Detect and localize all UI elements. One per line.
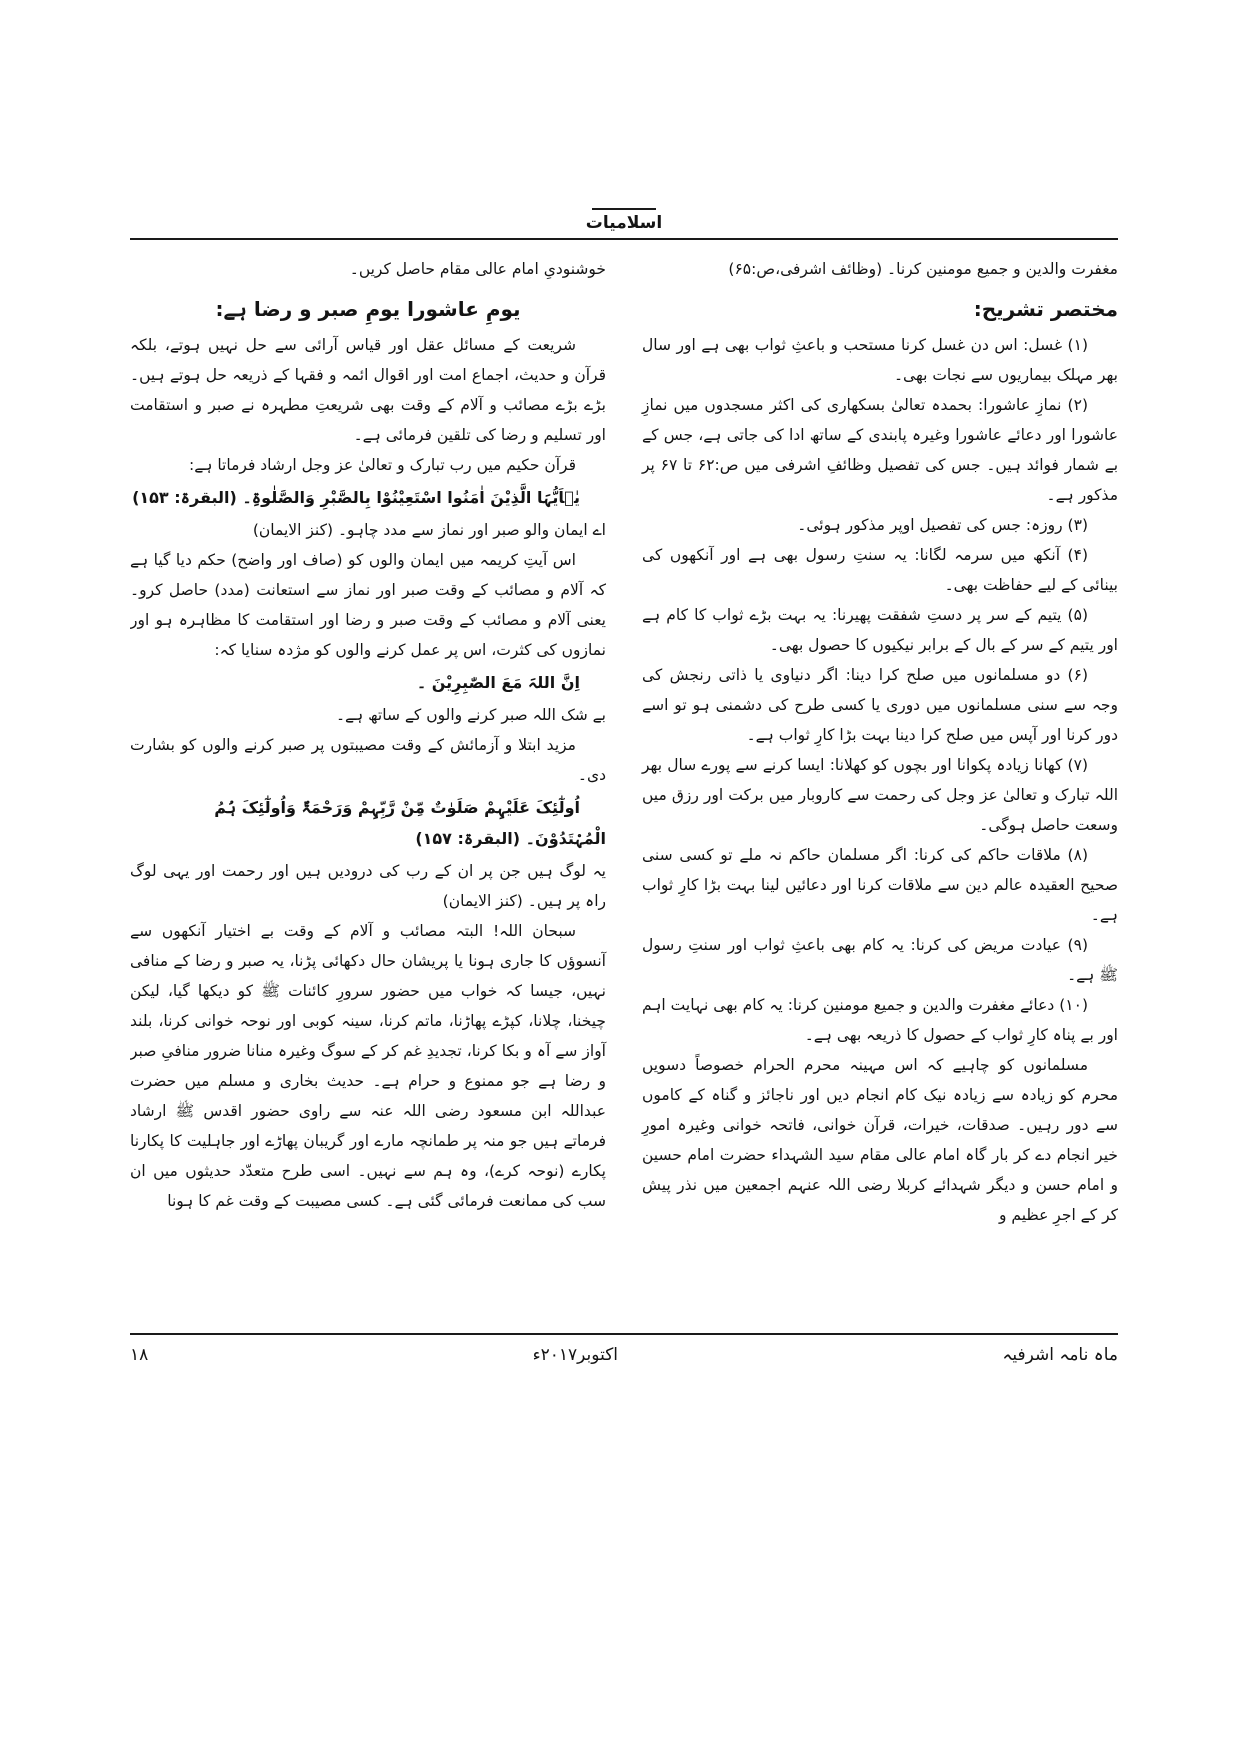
right-column (642, 254, 1118, 1320)
paragraph-subhanallah: سبحان اللہ! البتہ مصائب و آلام کے وقت بے اختیار آنکھوں سے آنسوؤں کا جاری ہونا یا پریشان حال دکھائی پڑنا، یہ صبر و رضا کے منافی نہیں، جیسا کہ خواب میں حضور سرورِ کائنات ﷺ کو دیکھا گیا، لیکن چیخنا، چلانا، کپڑے پھاڑنا، ماتم کرنا، سینہ کوبی اور نوحہ خوانی کرنا، بلند آواز سے آہ و بکا کرنا، تجدیدِ غم کر کے سوگ وغیرہ منانا ضرور منافیِ صبر و رضا ہے جو ممنوع و حرام ہے۔ حدیث بخاری و مسلم میں حضرت عبداللہ ابن مسعود رضی اللہ عنہ سے راوی حضور اقدس ﷺ ارشاد فرماتے ہیں جو منہ پر طمانچہ مارے اور گریبان پھاڑے اور جاہلیت کا پکارنا پکارے (نوحہ کرے)، وہ ہم سے نہیں۔ اسی طرح متعدّد حدیثوں میں ان سب کی ممانعت فرمائی گئی ہے۔ کسی مصیبت کے وقت غم کا ہونا (130, 922, 606, 1210)
list-item-2: (۲) نمازِ عاشورا: بحمدہ تعالیٰ بسکھاری کی اکثر مسجدوں میں نمازِ عاشورا اور دعائے عاشورا وغیرہ پابندی کے ساتھ ادا کی جاتی ہے، جس کے بے شمار فوائد ہیں۔ جس کی تفصیل وظائفِ اشرفی میں ص:۶۲ تا ۶۷ پر مذکور ہے۔ (642, 396, 1118, 504)
list-item-9: (۹) عیادت مریض کی کرنا: یہ کام بھی باعثِ ثواب اور سنتِ رسول ﷺ ہے۔ (642, 936, 1118, 984)
heading-mukhtasar-tashrih: مختصر تشریح: (973, 297, 1118, 321)
quran-verse-baqara-153: یٰۤاَیُّہَا الَّذِیْنَ اٰمَنُوا اسْتَعِیْنُوْا بِالصَّبْرِ وَالصَّلٰوۃِ۔ (البقرۃ: ۱۵۳) (132, 488, 580, 507)
header-rule-bottom (130, 238, 1118, 240)
heading-yaum-e-ashura: یومِ عاشورا یومِ صبر و رضا ہے: (215, 297, 521, 321)
translation-kanzul-iman-2: یہ لوگ ہیں جن پر ان کے رب کی درودیں ہیں اور رحمت اور یہی لوگ راہ پر ہیں۔ (کنز الایمان) (130, 862, 606, 910)
page-footer (130, 1344, 1118, 1365)
paragraph-quran-intro: قرآن حکیم میں رب تبارک و تعالیٰ عز وجل ارشاد فرماتا ہے: (189, 456, 576, 474)
carryover-paragraph-left: خوشنودیِ امام عالی مقام حاصل کریں۔ (349, 260, 606, 278)
list-item-4: (۴) آنکھ میں سرمہ لگانا: یہ سنتِ رسول بھی ہے اور آنکھوں کی بینائی کے لیے حفاظت بھی۔ (642, 546, 1118, 594)
paragraph-ayat-explanation: اس آیتِ کریمہ میں ایمان والوں کو (صاف اور واضح) حکم دیا گیا ہے کہ آلام و مصائب کے وقت صبر اور نماز سے استعانت (مدد) حاصل کرو۔ یعنی آلام و مصائب کے وقت صبر و رضا اور استقامت کا مظاہرہ ہو اور نمازوں کی کثرت، اس پر عمل کرنے والوں کو مژدہ سنایا کہ: (130, 551, 606, 659)
list-item-6: (۶) دو مسلمانوں میں صلح کرا دینا: اگر دنیاوی یا ذاتی رنجش کی وجہ سے سنی مسلمانوں میں دوری یا کسی طرح کی دشمنی ہو تو اسے دور کرنا اور آپس میں صلح کرا دینا بہت بڑا کارِ ثواب ہے۔ (642, 666, 1118, 744)
article-body (130, 254, 1118, 1320)
list-item-3: (۳) روزہ: جس کی تفصیل اوپر مذکور ہوئی۔ (797, 516, 1088, 534)
page-header (130, 208, 1118, 240)
list-item-1: (۱) غسل: اس دن غسل کرنا مستحب و باعثِ ثواب بھی ہے اور سال بھر مہلک بیماریوں سے نجات بھی۔ (642, 336, 1118, 384)
quran-verse-innallaha: اِنَّ اللہَ مَعَ الصّٰبِرِیْنَ ۔ (416, 673, 580, 692)
header-rule-top (592, 208, 656, 210)
list-item-8: (۸) ملاقات حاکم کی کرنا: اگر مسلمان حاکم نہ ملے تو کسی سنی صحیح العقیدہ عالم دین سے ملاقات کرنا اور دعائیں لینا بہت بڑا کارِ ثواب ہے۔ (642, 846, 1118, 924)
translation-kanzul-iman-1: اے ایمان والو صبر اور نماز سے مدد چاہو۔ (کنز الایمان) (252, 521, 606, 539)
list-item-5: (۵) یتیم کے سر پر دستِ شفقت پھیرنا: یہ بہت بڑے ثواب کا کام ہے اور یتیم کے سر کے بال کے برابر نیکیوں کا حصول بھی۔ (642, 606, 1118, 654)
paragraph-shariat: شریعت کے مسائل عقل اور قیاس آرائی سے حل نہیں ہوتے، بلکہ قرآن و حدیث، اجماع امت اور اقوال ائمہ و فقہا کے ذریعہ حل ہوتے ہیں۔ بڑے بڑے مصائب و آلام کے وقت بھی شریعتِ مطہرہ نے صبر و استقامت اور تسلیم و رضا کی تلقین فرمائی ہے۔ (130, 336, 606, 444)
list-item-7: (۷) کھانا زیادہ پکوانا اور بچوں کو کھلانا: ایسا کرنے سے پورے سال بھر اللہ تبارک و تعالیٰ عز وجل کی رحمت سے کاروبار میں برکت اور رزق میں وسعت حاصل ہوگی۔ (642, 756, 1118, 834)
paragraph-bisharat: مزید ابتلا و آزمائش کے وقت مصیبتوں پر صبر کرنے والوں کو بشارت دی۔ (130, 736, 606, 784)
translation-sabirin: بے شک اللہ صبر کرنے والوں کے ساتھ ہے۔ (335, 706, 606, 724)
carryover-paragraph-right: مغفرت والدین و جمیع مومنین کرنا۔ (وظائف اشرفی،ص:۶۵) (728, 260, 1118, 278)
quran-verse-baqara-157: اُولٰٓئِکَ عَلَیْہِمْ صَلَوٰتٌ مِّنْ رَّبِّہِمْ وَرَحْمَۃٌ وَاُولٰٓئِکَ ہُمُ الْمُہْتَدُوْنَ۔ (البقرۃ: ۱۵۷) (214, 798, 606, 848)
left-column (130, 254, 606, 1320)
footer-magazine-name: ماہ نامہ اشرفیہ (1002, 1345, 1118, 1365)
closing-paragraph-right: مسلمانوں کو چاہیے کہ اس مہینہ محرم الحرام خصوصاً دسویں محرم کو زیادہ سے زیادہ نیک کام انجام دیں اور ناجائز و گناہ کے کاموں سے دور رہیں۔ صدقات، خیرات، قرآن خوانی، فاتحہ خوانی وغیرہ امورِ خیر انجام دے کر بار گاہ امام عالی مقام سید الشہداء حضرت امام حسین و امام حسن و دیگر شہدائے کربلا رضی اللہ عنہم اجمعین میں نذر پیش کر کے اجرِ عظیم و (642, 1056, 1118, 1224)
footer-rule (130, 1333, 1118, 1335)
list-item-10: (۱۰) دعائے مغفرت والدین و جمیع مومنین کرنا: یہ کام بھی نہایت اہم اور بے پناہ کارِ ثواب کے حصول کا ذریعہ بھی ہے۔ (642, 996, 1118, 1044)
section-title: اسلامیات (585, 213, 663, 233)
footer-date: اکتوبر۲۰۱۷ء (532, 1345, 619, 1365)
footer-page-number: ۱۸ (130, 1345, 149, 1365)
